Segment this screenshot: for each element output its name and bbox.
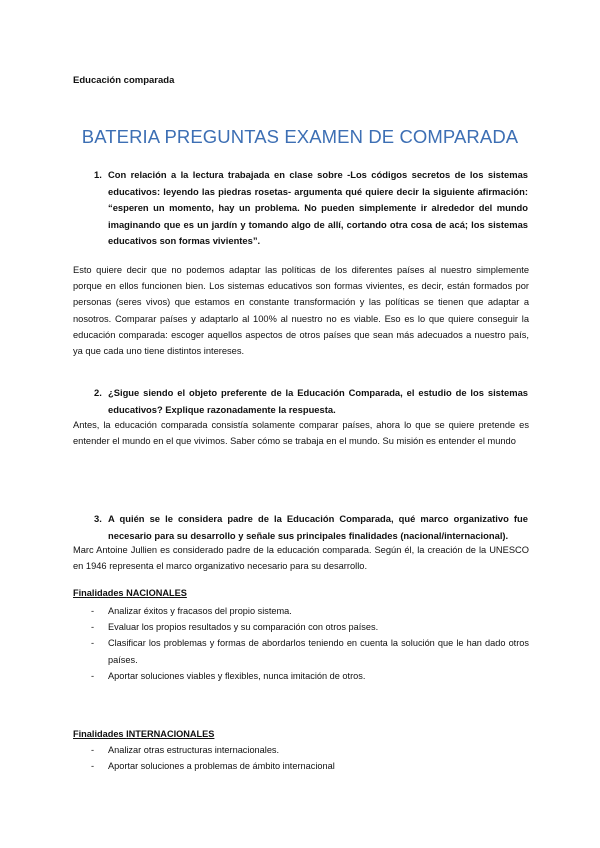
heading-prefix: Finalidades xyxy=(73,588,127,598)
dash-bullet: - xyxy=(91,761,95,772)
list-item-text: Analizar éxitos y fracasos del propio sistema. xyxy=(108,606,292,616)
dash-bullet: - xyxy=(91,606,95,616)
document-title: BATERIA PREGUNTAS EXAMEN DE COMPARADA xyxy=(81,126,519,147)
question-3 xyxy=(94,511,528,544)
question-text: A quién se le considera padre de la Educación Comparada, qué marco organizativo fue necesario para su desarrollo y señale sus principales finalidades (nacional/internacional). xyxy=(108,513,528,541)
list-item xyxy=(73,758,529,774)
list-item xyxy=(73,635,529,667)
answer-3: Marc Antoine Jullien es considerado padre de la educación comparada. Según él, la creación de la UNESCO en 1946 representa el marco organizativo necesario para su desarrollo. xyxy=(73,545,529,572)
list-item xyxy=(73,619,529,635)
question-number: 3. xyxy=(94,513,102,524)
list-item-text: Aportar soluciones a problemas de ámbito internacional xyxy=(108,761,335,772)
question-number: 2. xyxy=(94,387,102,398)
question-2 xyxy=(94,385,528,418)
nacionales-heading xyxy=(73,588,187,598)
question-number: 1. xyxy=(94,169,102,180)
dash-bullet: - xyxy=(91,745,95,755)
list-item-text: Aportar soluciones viables y flexibles, nunca imitación de otros. xyxy=(108,670,366,681)
dash-bullet: - xyxy=(91,622,95,633)
question-text: Con relación a la lectura trabajada en clase sobre -Los códigos secretos de los sistemas educativos: leyendo las piedras rosetas- argumenta qué quiere decir la siguiente afirmación: “esperen un momento, hay un problema. No pueden simplemente ir alrededor del mundo imaginando que es un jardín y tomando algo de allí, cortando otra cosa de acá; los sistemas educativos son formas vivientes”. xyxy=(108,169,528,246)
list-item xyxy=(73,668,529,684)
heading-prefix: Finalidades xyxy=(73,729,127,739)
internacionales-heading xyxy=(73,729,214,739)
list-item xyxy=(73,603,529,619)
document-header: Educación comparada xyxy=(73,75,175,86)
heading-word: NACIONALES xyxy=(126,588,187,598)
dash-bullet: - xyxy=(91,670,95,681)
list-item-text: Clasificar los problemas y formas de abordarlos teniendo en cuenta la solución que le han dado otros países. xyxy=(108,638,529,665)
answer-1: Esto quiere decir que no podemos adaptar las políticas de los diferentes países al nuestro simplemente porque en ellos funcionen bien. Los sistemas educativos son formas vivientes, es decir, están formados por personas (seres vivos) que estamos en constante transformación y las políticas se tienen que adaptar a nosotros. Comparar países y adaptarlo al 100% al nuestro no es viable. Eso es lo que quiere conseguir la educación comparada: escoger aquellos aspectos de otros países que sean más adecuados a nuestro país, ya que cada uno tiene distintos intereses. xyxy=(73,265,529,357)
heading-word: INTERNACIONALES xyxy=(126,729,215,739)
list-item-text: Analizar otras estructuras internacionales. xyxy=(108,745,280,755)
dash-bullet: - xyxy=(91,638,95,649)
internacionales-list xyxy=(73,742,529,774)
question-1 xyxy=(94,167,528,250)
list-item-text: Evaluar los propios resultados y su comparación con otros países. xyxy=(108,622,379,633)
nacionales-list xyxy=(73,603,529,684)
list-item xyxy=(73,742,529,758)
answer-2: Antes, la educación comparada consistía solamente comparar países, ahora lo que se quiere pretende es entender el mundo en el que vivimos. Saber cómo se trabaja en el mundo. Su misión es entender el mundo xyxy=(73,420,529,447)
question-text: ¿Sigue siendo el objeto preferente de la Educación Comparada, el estudio de los sistemas educativos? Explique razonadamente la respuesta. xyxy=(108,387,528,415)
